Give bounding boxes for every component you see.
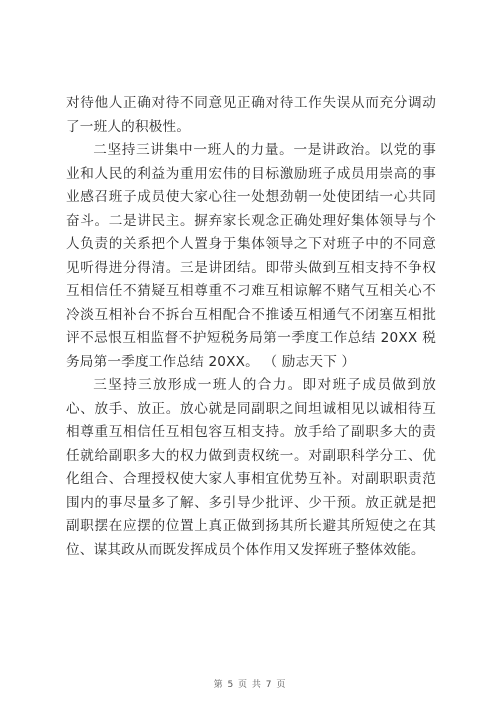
paragraph-2: 二坚持三讲集中一班人的力量。一是讲政治。以党的事业和人民的利益为重用宏伟的目标激励班子成员用崇高的事业感召班子成员使大家心往一处想劲朝一处使团结一心共同奋斗。二是讲民主。摒弃家长观念正确处理好集体领导与个人负责的关系把个人置身于集体领导之下对班子中的不同意见听得进分得清。三是讲团结。即带头做到互相支持不争权互相信任不猜疑互相尊重不刁难互相谅解不赌气互相关心不冷淡互相补台不拆台互相配合不推诿互相通气不闭塞互相批评不忌恨互相监督不护短税务局第一季度工作总结 20XX 税务局第一季度工作总结 20XX。 （ 励志天下 ） <box>66 142 436 370</box>
paragraph-1: 对待他人正确对待不同意见正确对待工作失误从而充分调动了一班人的积极性。 <box>66 95 436 135</box>
page-number-footer: 第 5 页 共 7 页 <box>213 680 287 690</box>
paragraph-3: 三坚持三放形成一班人的合力。即对班子成员做到放心、放手、放正。放心就是同副职之间坦诚相见以诚相待互相尊重互相信任互相包容互相支持。放手给了副职多大的责任就给副职多大的权力做到责权统一。对副职科学分工、优化组合、合理授权使大家人事相宜优势互补。对副职职责范围内的事尽量多了解、多引导少批评、少干预。放正就是把副职摆在应摆的位置上真正做到扬其所长避其所短使之在其位、谋其政从而既发挥成员个体作用又发挥班子整体效能。 <box>66 377 436 558</box>
document-body <box>66 92 436 562</box>
